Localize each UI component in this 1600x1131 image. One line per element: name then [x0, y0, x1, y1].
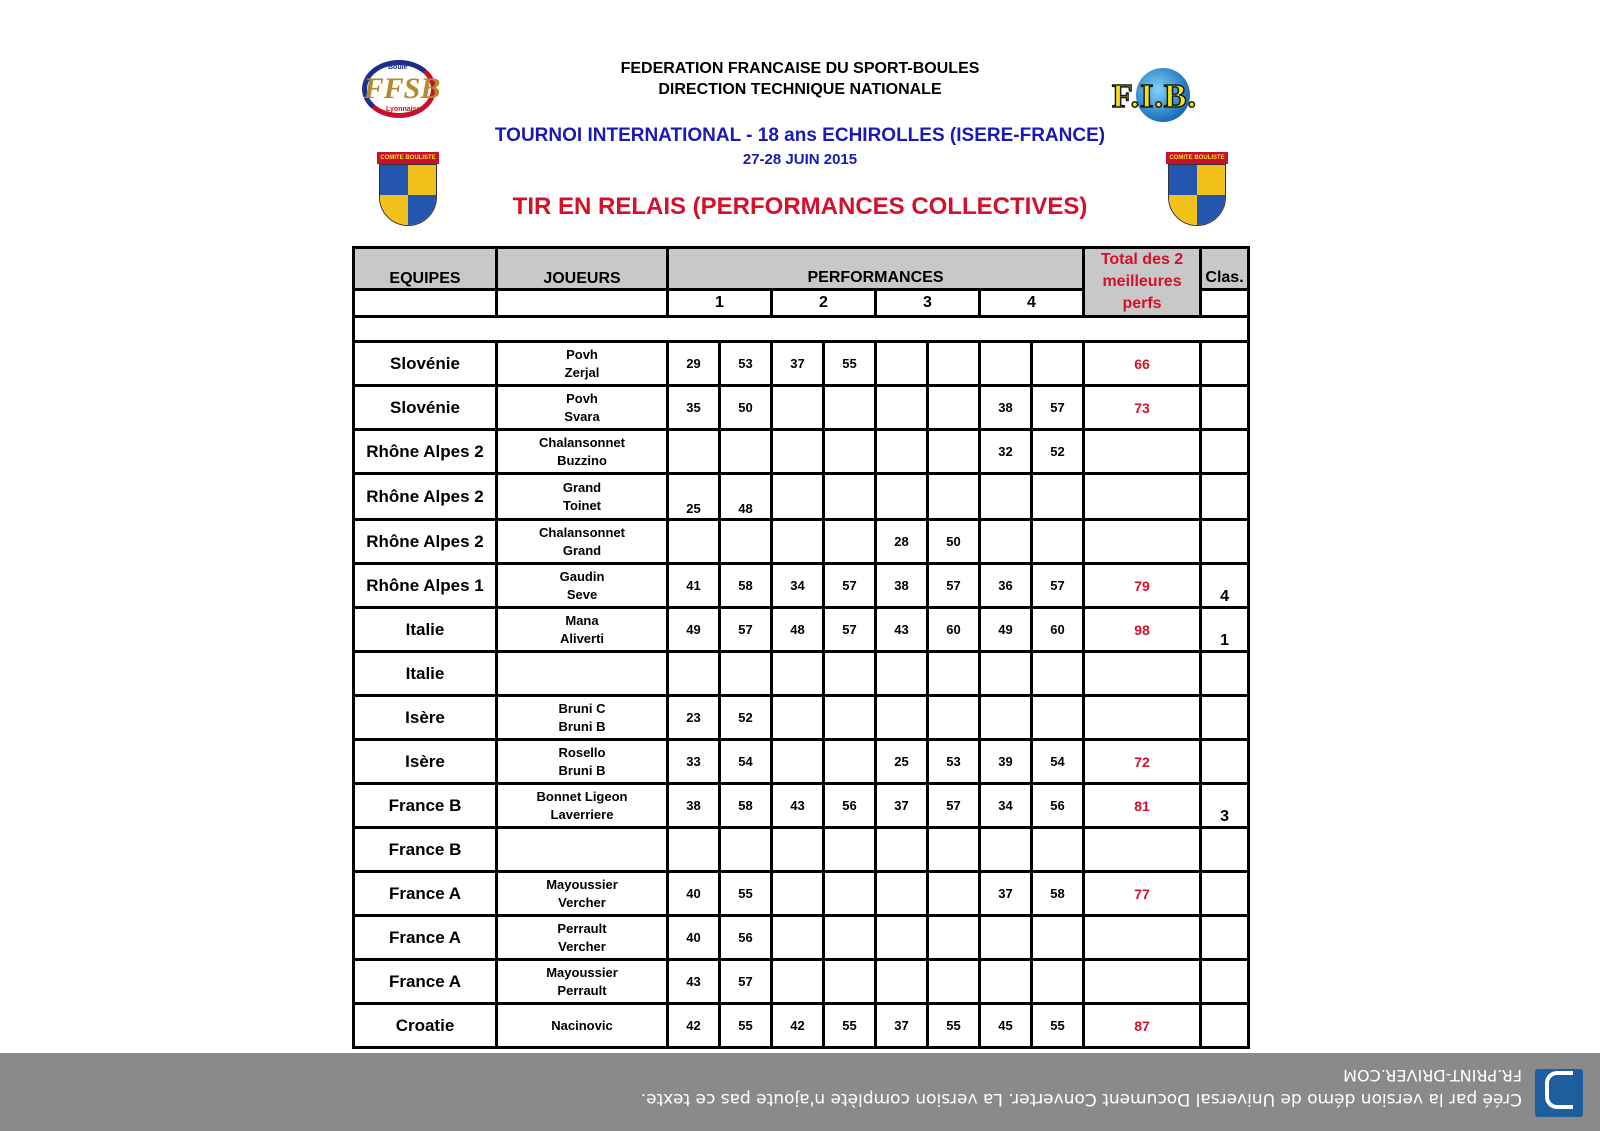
- player-name: Povh: [566, 390, 598, 406]
- perf-value-cell: 55: [720, 872, 772, 916]
- perf-value-cell: [876, 696, 928, 740]
- watermark-url: FR.PRINT-DRIVER.COM: [1343, 1066, 1522, 1085]
- player-name: Zerjal: [564, 364, 600, 380]
- table-row: [354, 960, 1249, 1004]
- perf-value-cell: 37: [876, 784, 928, 828]
- perf-value-cell: 49: [980, 608, 1032, 652]
- perf-value-cell: 60: [1032, 608, 1084, 652]
- perf-value-cell: [720, 430, 772, 474]
- perf-value-cell: 58: [1032, 872, 1084, 916]
- header-perf-4: 4: [980, 289, 1084, 316]
- performance-table: [352, 246, 1250, 1049]
- perf-value-cell: 57: [1032, 564, 1084, 608]
- perf-value-cell: 25: [876, 740, 928, 784]
- perf-value-cell: [824, 430, 876, 474]
- team-cell: Slovénie: [354, 342, 497, 386]
- players-cell: [497, 696, 668, 740]
- perf-value-cell: 45: [980, 1004, 1032, 1048]
- perf-value-cell: 57: [928, 784, 980, 828]
- tournament-date: 27-28 JUIN 2015: [742, 151, 858, 168]
- perf-value-cell: [980, 474, 1032, 520]
- player-name: Mana: [565, 612, 599, 628]
- perf-value-cell: [772, 386, 824, 430]
- ranking-cell: [1201, 916, 1249, 960]
- team-cell: Italie: [354, 608, 497, 652]
- perf-value-cell: 43: [668, 960, 720, 1004]
- table-row: [354, 652, 1249, 696]
- perf-value-cell: 56: [824, 784, 876, 828]
- header-blank: [497, 289, 668, 316]
- perf-value-cell: 40: [668, 916, 720, 960]
- perf-value-cell: [928, 386, 980, 430]
- perf-value-cell: [720, 520, 772, 564]
- perf-value-cell: [824, 740, 876, 784]
- perf-value-cell: 56: [720, 916, 772, 960]
- table-spacer: [354, 317, 1249, 342]
- perf-value-cell: 32: [980, 430, 1032, 474]
- perf-value-cell: [876, 960, 928, 1004]
- perf-value-cell: 50: [928, 520, 980, 564]
- perf-value-cell: [824, 652, 876, 696]
- player-name: Bruni B: [558, 718, 606, 734]
- perf-value-cell: [980, 342, 1032, 386]
- players-cell: [497, 342, 668, 386]
- player-name: Laverriere: [550, 806, 614, 822]
- team-cell: Rhône Alpes 2: [354, 430, 497, 474]
- table-row: [354, 564, 1249, 608]
- perf-value-cell: [928, 342, 980, 386]
- player-name: Mayoussier: [546, 876, 618, 892]
- player-name: Chalansonnet: [539, 524, 625, 540]
- perf-value-cell: [772, 916, 824, 960]
- players-cell: [497, 828, 668, 872]
- ffsb-logo: Boule FFSB Lyonnaise: [356, 58, 446, 124]
- perf-value-cell: [772, 872, 824, 916]
- ranking-cell: 4: [1201, 564, 1249, 608]
- ranking-cell: [1201, 342, 1249, 386]
- team-cell: France B: [354, 828, 497, 872]
- perf-value-cell: [980, 828, 1032, 872]
- perf-value-cell: [772, 828, 824, 872]
- perf-value-cell: [876, 828, 928, 872]
- team-cell: France A: [354, 960, 497, 1004]
- perf-value-cell: [980, 696, 1032, 740]
- total-cell: [1084, 916, 1201, 960]
- perf-value-cell: 43: [876, 608, 928, 652]
- players-cell: [497, 520, 668, 564]
- perf-value-cell: [1032, 342, 1084, 386]
- players-cell: [497, 652, 668, 696]
- perf-value-cell: 53: [720, 342, 772, 386]
- header-blank: [354, 289, 497, 316]
- players-cell: [497, 564, 668, 608]
- perf-value-cell: [668, 430, 720, 474]
- player-name: Mayoussier: [546, 964, 618, 980]
- perf-value-cell: 55: [824, 1004, 876, 1048]
- player-name: Toinet: [562, 497, 602, 513]
- player-name: Buzzino: [557, 452, 607, 468]
- perf-value-cell: 52: [720, 696, 772, 740]
- perf-value-cell: 57: [824, 608, 876, 652]
- perf-value-cell: [720, 828, 772, 872]
- page-title: TIR EN RELAIS (PERFORMANCES COLLECTIVES): [512, 193, 1088, 220]
- perf-value-cell: [928, 872, 980, 916]
- perf-value-cell: [824, 916, 876, 960]
- perf-value-cell: 34: [980, 784, 1032, 828]
- team-cell: Rhône Alpes 2: [354, 520, 497, 564]
- table-row: [354, 740, 1249, 784]
- perf-value-cell: [980, 916, 1032, 960]
- ranking-cell: [1201, 430, 1249, 474]
- team-cell: Croatie: [354, 1004, 497, 1048]
- player-name: Aliverti: [559, 630, 605, 646]
- players-cell: [497, 960, 668, 1004]
- total-cell: 81: [1084, 784, 1201, 828]
- perf-value-cell: 36: [980, 564, 1032, 608]
- perf-value-cell: 43: [772, 784, 824, 828]
- perf-value-cell: [876, 474, 928, 520]
- federation-name: FEDERATION FRANCAISE DU SPORT-BOULES: [620, 60, 980, 77]
- perf-value-cell: [928, 828, 980, 872]
- perf-value-cell: 37: [980, 872, 1032, 916]
- perf-value-cell: 29: [668, 342, 720, 386]
- total-cell: 87: [1084, 1004, 1201, 1048]
- players-cell: [497, 474, 668, 520]
- table-row: [354, 916, 1249, 960]
- players-cell: [497, 784, 668, 828]
- perf-value-cell: 42: [668, 1004, 720, 1048]
- perf-value-cell: 55: [720, 1004, 772, 1048]
- header-clas: Clas.: [1201, 248, 1249, 290]
- team-cell: Isère: [354, 696, 497, 740]
- players-cell: [497, 430, 668, 474]
- table-row: [354, 342, 1249, 386]
- perf-value-cell: [772, 474, 824, 520]
- perf-value-cell: [1032, 652, 1084, 696]
- perf-value-cell: [876, 430, 928, 474]
- total-cell: [1084, 696, 1201, 740]
- comite-crest-right: COMITE BOULISTE: [1166, 152, 1228, 228]
- header-equipes: EQUIPES: [354, 248, 497, 290]
- perf-value-cell: 50: [720, 386, 772, 430]
- tournament-title: TOURNOI INTERNATIONAL - 18 ans ECHIROLLES (ISERE-FRANCE): [494, 125, 1106, 146]
- direction-name: DIRECTION TECHNIQUE NATIONALE: [658, 81, 942, 98]
- players-cell: [497, 740, 668, 784]
- perf-value-cell: [824, 520, 876, 564]
- perf-value-cell: [772, 430, 824, 474]
- perf-value-cell: [772, 696, 824, 740]
- converter-logo-icon: [1535, 1069, 1583, 1117]
- perf-value-cell: [668, 520, 720, 564]
- perf-value-cell: 58: [720, 784, 772, 828]
- ranking-cell: 1: [1201, 608, 1249, 652]
- demo-watermark: [0, 1053, 1600, 1131]
- header-blank: [1201, 289, 1249, 316]
- perf-value-cell: 57: [928, 564, 980, 608]
- perf-value-cell: 57: [1032, 386, 1084, 430]
- perf-value-cell: 55: [1032, 1004, 1084, 1048]
- perf-value-cell: 42: [772, 1004, 824, 1048]
- player-name: Gaudin: [559, 568, 605, 584]
- perf-value-cell: 53: [928, 740, 980, 784]
- players-cell: [497, 916, 668, 960]
- perf-value-cell: 48: [772, 608, 824, 652]
- table-row: [354, 474, 1249, 520]
- perf-value-cell: [928, 696, 980, 740]
- player-name: Grand: [562, 479, 602, 495]
- perf-value-cell: [1032, 960, 1084, 1004]
- ranking-cell: [1201, 740, 1249, 784]
- perf-value-cell: 48: [720, 474, 772, 520]
- perf-value-cell: [928, 474, 980, 520]
- perf-value-cell: [876, 652, 928, 696]
- player-name: Chalansonnet: [539, 434, 625, 450]
- perf-value-cell: [824, 696, 876, 740]
- perf-value-cell: [928, 960, 980, 1004]
- perf-value-cell: 37: [876, 1004, 928, 1048]
- player-name: Perrault: [557, 920, 607, 936]
- player-name: Grand: [562, 542, 602, 558]
- table-row: [354, 696, 1249, 740]
- player-name: Povh: [566, 346, 598, 362]
- team-cell: Italie: [354, 652, 497, 696]
- header-perf-3: 3: [876, 289, 980, 316]
- player-name: Bruni B: [558, 762, 606, 778]
- perf-value-cell: [928, 652, 980, 696]
- player-name: Vercher: [558, 894, 606, 910]
- perf-value-cell: [772, 960, 824, 1004]
- total-cell: 66: [1084, 342, 1201, 386]
- ranking-cell: [1201, 520, 1249, 564]
- perf-value-cell: [876, 916, 928, 960]
- perf-value-cell: [1032, 828, 1084, 872]
- perf-value-cell: 54: [720, 740, 772, 784]
- perf-value-cell: [824, 872, 876, 916]
- perf-value-cell: 58: [720, 564, 772, 608]
- table-row: [354, 520, 1249, 564]
- perf-value-cell: 28: [876, 520, 928, 564]
- player-name: Bruni C: [558, 700, 606, 716]
- perf-value-cell: 23: [668, 696, 720, 740]
- perf-value-cell: 57: [824, 564, 876, 608]
- header-performances: PERFORMANCES: [668, 248, 1084, 290]
- player-name: Vercher: [558, 938, 606, 954]
- player-name: Rosello: [558, 744, 606, 760]
- perf-value-cell: [980, 652, 1032, 696]
- table-row: [354, 872, 1249, 916]
- header-joueurs: JOUEURS: [497, 248, 668, 290]
- perf-value-cell: 55: [928, 1004, 980, 1048]
- ranking-cell: [1201, 652, 1249, 696]
- perf-value-cell: 56: [1032, 784, 1084, 828]
- perf-value-cell: 38: [876, 564, 928, 608]
- total-cell: 72: [1084, 740, 1201, 784]
- total-cell: 77: [1084, 872, 1201, 916]
- player-name: Svara: [564, 408, 600, 424]
- perf-value-cell: 57: [720, 960, 772, 1004]
- perf-value-cell: 33: [668, 740, 720, 784]
- total-cell: [1084, 828, 1201, 872]
- perf-value-cell: 38: [668, 784, 720, 828]
- perf-value-cell: 60: [928, 608, 980, 652]
- team-cell: Isère: [354, 740, 497, 784]
- perf-value-cell: [824, 960, 876, 1004]
- comite-crest-left: COMITE BOULISTE: [377, 152, 439, 228]
- perf-value-cell: [980, 520, 1032, 564]
- perf-value-cell: 39: [980, 740, 1032, 784]
- perf-value-cell: 55: [824, 342, 876, 386]
- perf-value-cell: 54: [1032, 740, 1084, 784]
- perf-value-cell: [876, 342, 928, 386]
- total-cell: [1084, 430, 1201, 474]
- perf-value-cell: [720, 652, 772, 696]
- perf-value-cell: [980, 960, 1032, 1004]
- ranking-cell: [1201, 386, 1249, 430]
- total-cell: [1084, 652, 1201, 696]
- perf-value-cell: [876, 872, 928, 916]
- perf-value-cell: 49: [668, 608, 720, 652]
- players-cell: [497, 386, 668, 430]
- player-name: Bonnet Ligeon: [536, 788, 628, 804]
- table-row: [354, 386, 1249, 430]
- perf-value-cell: [824, 386, 876, 430]
- total-cell: 79: [1084, 564, 1201, 608]
- perf-value-cell: [1032, 916, 1084, 960]
- players-cell: [497, 872, 668, 916]
- total-cell: 73: [1084, 386, 1201, 430]
- ranking-cell: [1201, 1004, 1249, 1048]
- perf-value-cell: [876, 386, 928, 430]
- perf-value-cell: [928, 430, 980, 474]
- ranking-cell: [1201, 872, 1249, 916]
- perf-value-cell: 41: [668, 564, 720, 608]
- perf-value-cell: [824, 828, 876, 872]
- perf-value-cell: [772, 740, 824, 784]
- team-cell: France B: [354, 784, 497, 828]
- team-cell: France A: [354, 872, 497, 916]
- ranking-cell: [1201, 474, 1249, 520]
- player-name: Nacinovic: [551, 1017, 613, 1033]
- player-name: Seve: [566, 586, 598, 602]
- table-row: [354, 430, 1249, 474]
- table-row: [354, 828, 1249, 872]
- perf-value-cell: 37: [772, 342, 824, 386]
- perf-value-cell: 57: [720, 608, 772, 652]
- perf-value-cell: [772, 520, 824, 564]
- perf-value-cell: 38: [980, 386, 1032, 430]
- players-cell: [497, 1004, 668, 1048]
- header-perf-2: 2: [772, 289, 876, 316]
- perf-value-cell: [928, 916, 980, 960]
- perf-value-cell: 40: [668, 872, 720, 916]
- ranking-cell: [1201, 828, 1249, 872]
- perf-value-cell: 25: [668, 474, 720, 520]
- total-cell: [1084, 960, 1201, 1004]
- ranking-cell: 3: [1201, 784, 1249, 828]
- table-row: [354, 1004, 1249, 1048]
- watermark-notice: Créé par la version démo de Universal Document Converter. La version complète n'ajoute pas ce texte.: [640, 1089, 1522, 1109]
- table-row: [354, 784, 1249, 828]
- perf-value-cell: [772, 652, 824, 696]
- perf-value-cell: [1032, 696, 1084, 740]
- perf-value-cell: [1032, 520, 1084, 564]
- perf-value-cell: [824, 474, 876, 520]
- perf-value-cell: [668, 828, 720, 872]
- perf-value-cell: [1032, 474, 1084, 520]
- player-name: Perrault: [557, 982, 607, 998]
- header-total: Total des 2 meilleures perfs: [1084, 248, 1201, 317]
- players-cell: [497, 608, 668, 652]
- perf-value-cell: [668, 652, 720, 696]
- perf-value-cell: 35: [668, 386, 720, 430]
- table-row: [354, 608, 1249, 652]
- fib-logo: F.I.B.: [1112, 68, 1238, 124]
- total-cell: [1084, 474, 1201, 520]
- perf-value-cell: 52: [1032, 430, 1084, 474]
- total-cell: [1084, 520, 1201, 564]
- team-cell: Rhône Alpes 1: [354, 564, 497, 608]
- header-perf-1: 1: [668, 289, 772, 316]
- total-cell: 98: [1084, 608, 1201, 652]
- team-cell: Slovénie: [354, 386, 497, 430]
- team-cell: Rhône Alpes 2: [354, 474, 497, 520]
- perf-value-cell: 34: [772, 564, 824, 608]
- team-cell: France A: [354, 916, 497, 960]
- ranking-cell: [1201, 696, 1249, 740]
- ranking-cell: [1201, 960, 1249, 1004]
